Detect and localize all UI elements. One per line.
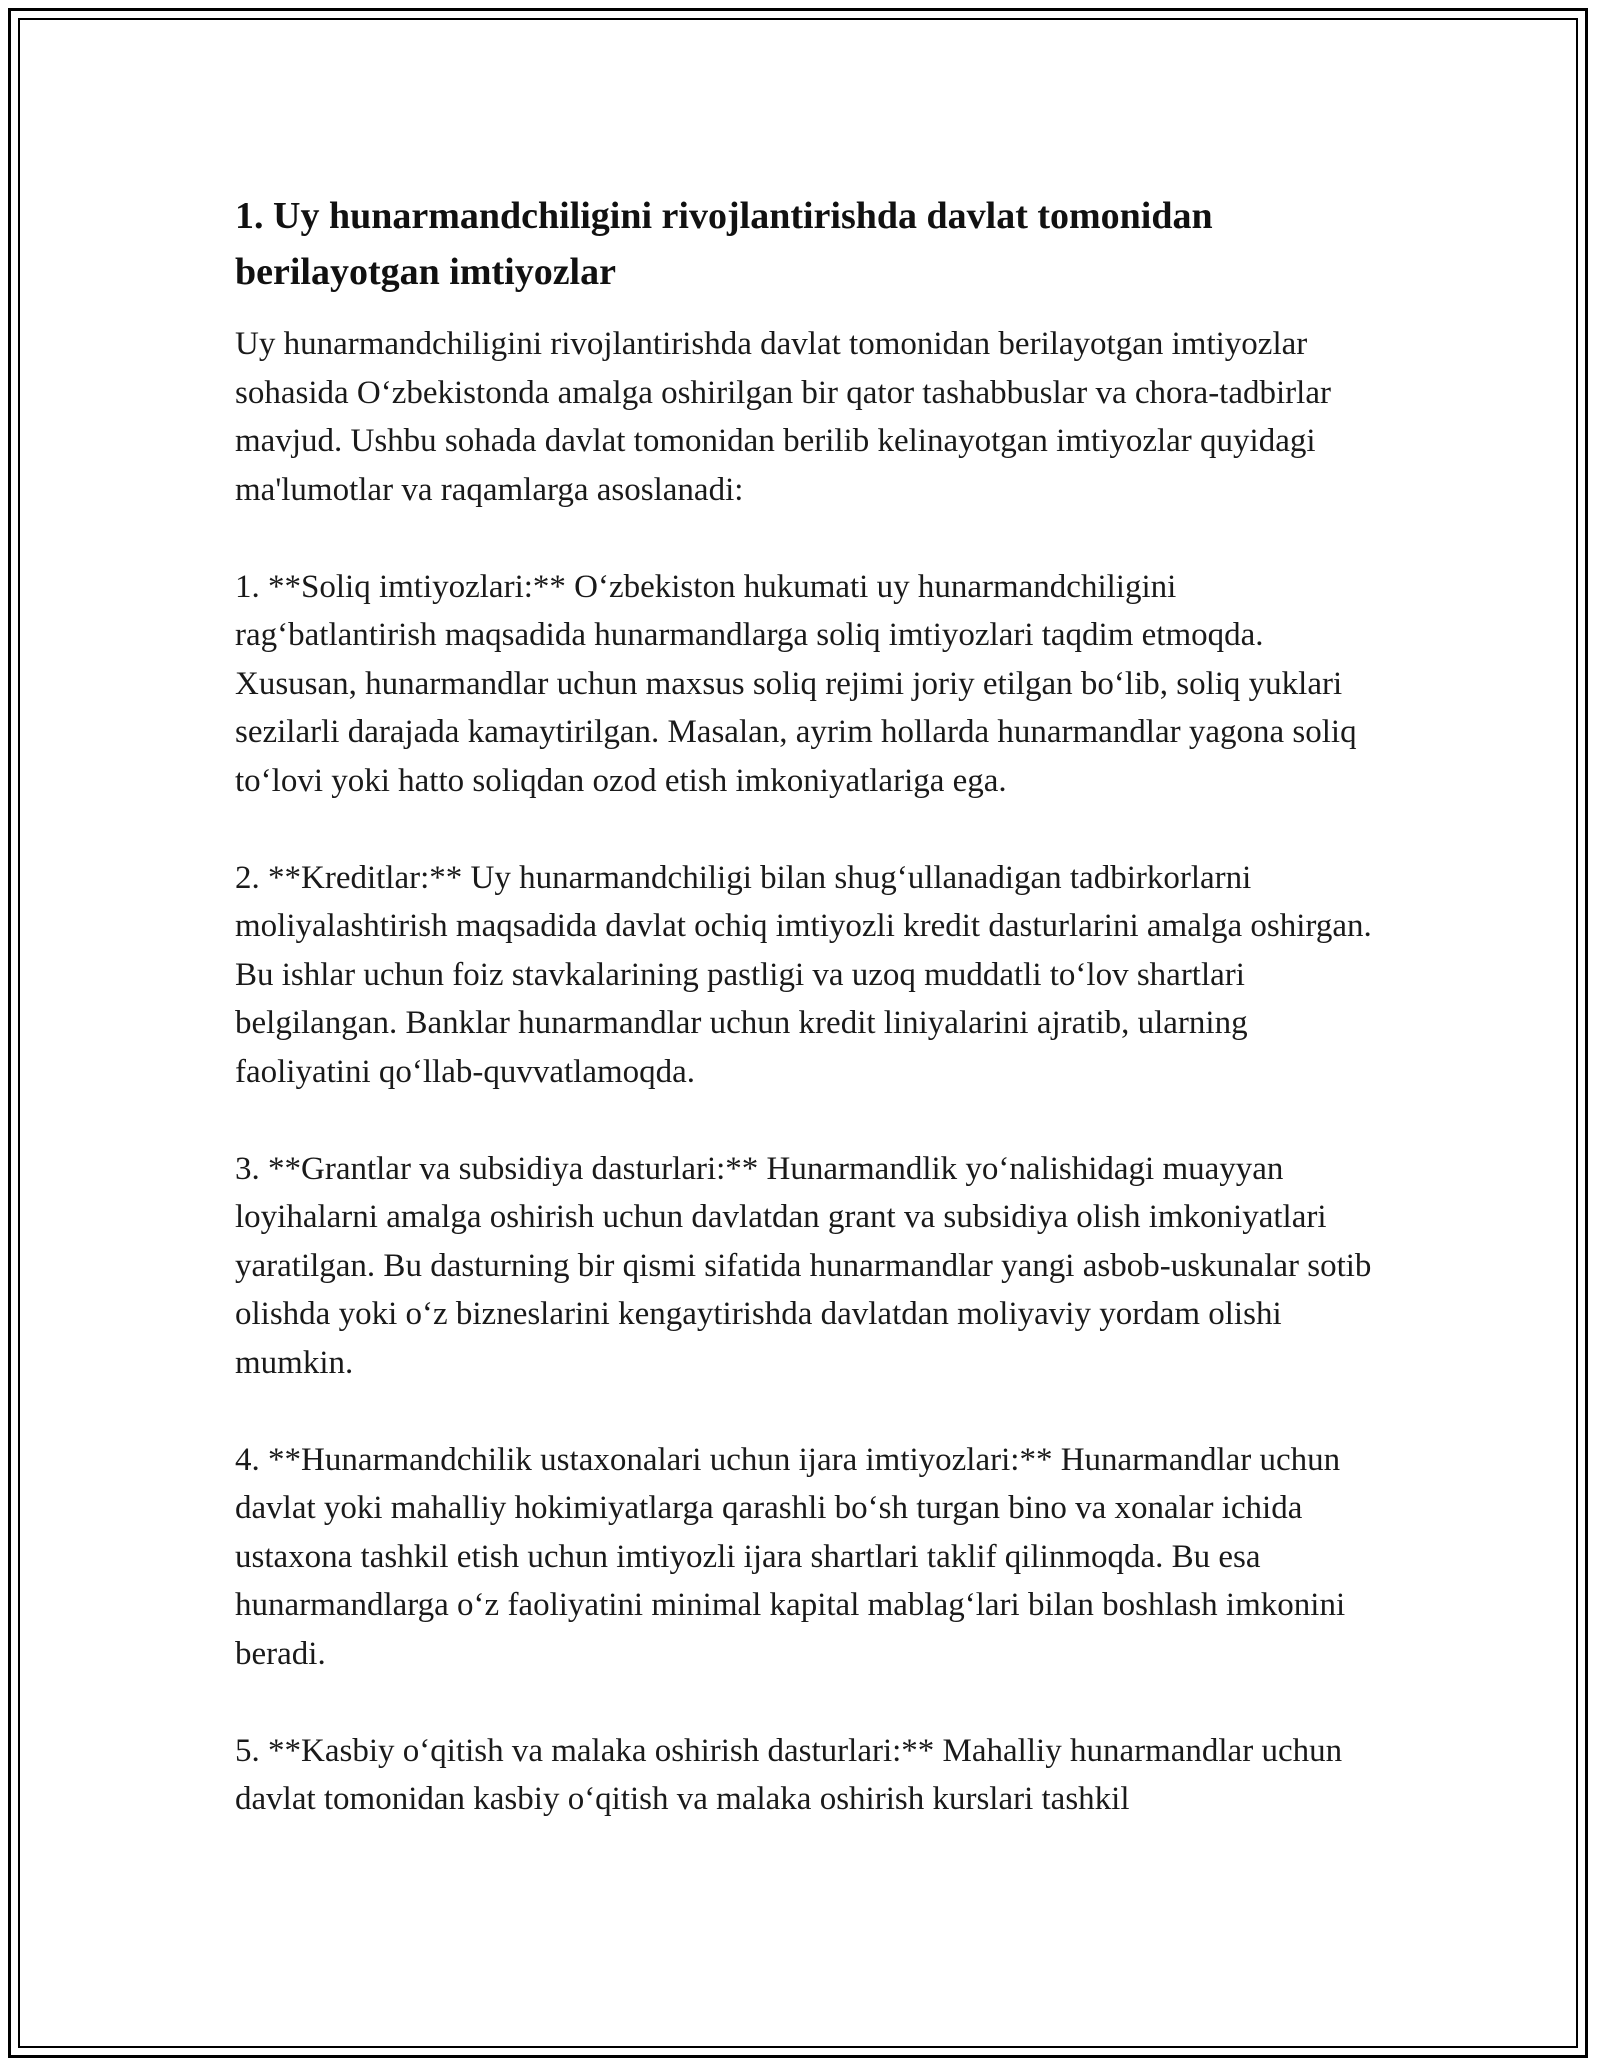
intro-paragraph: Uy hunarmandchiligini rivojlantirishda davlat tomonidan berilayotgan imtiyozlar sohasida O‘zbekistonda amalga oshirilgan bir qator tashabbuslar va chora-tadbirlar mavjud. Ushbu sohada davlat tomonidan berilib kelinayotgan imtiyozlar quyidagi ma'lumotlar va raqamlarga asoslanadi: <box>235 326 1331 508</box>
paragraph-credits: 2. **Kreditlar:** Uy hunarmandchiligi bilan shug‘ullanadigan tadbirkorlarni moliyalashtirish maqsadida davlat ochiq imtiyozli kredit dasturlarini amalga oshirgan. Bu ishlar uchun foiz stavkalarining pastligi va uzoq muddatli to‘lov shartlari belgilangan. Banklar hunarmandlar uchun kredit liniyalarini ajratib, ularning faoliyatini qo‘llab-quvvatlamoqda. <box>235 859 1372 1090</box>
paragraph-rental-benefits: 4. **Hunarmandchilik ustaxonalari uchun ijara imtiyozlari:** Hunarmandlar uchun davlat yoki mahalliy hokimiyatlarga qarashli bo‘sh turgan bino va xonalar ichida ustaxona tashkil etish uchun imtiyozli ijara shartlari taklif qilinmoqda. Bu esa hunarmandlarga o‘z faoliyatini minimal kapital mablag‘lari bilan boshlash imkonini beradi. <box>235 1441 1346 1672</box>
paragraph-training-programs: 5. **Kasbiy o‘qitish va malaka oshirish dasturlari:** Mahalliy hunarmandlar uchun davlat tomonidan kasbiy o‘qitish va malaka oshirish kurslari tashkil <box>235 1732 1343 1817</box>
paragraph-grants-subsidies: 3. **Grantlar va subsidiya dasturlari:** Hunarmandlik yo‘nalishidagi muayyan loyihalarni amalga oshirish uchun davlatdan grant va subsidiya olish imkoniyatlari yaratilgan. Bu dasturning bir qismi sifatida hunarmandlar yangi asbob-uskunalar sotib olishda yoki o‘z bizneslarini kengaytirishda davlatdan moliyaviy yordam olishi mumkin. <box>235 1150 1372 1381</box>
section-heading: 1. Uy hunarmandchiligini rivojlantirishda davlat tomonidan berilayotgan imtiyozlar <box>235 195 1213 293</box>
document-body <box>235 188 1385 1872</box>
paragraph-tax-benefits: 1. **Soliq imtiyozlari:** O‘zbekiston hukumati uy hunarmandchiligini rag‘batlantirish maqsadida hunarmandlarga soliq imtiyozlari taqdim etmoqda. Xususan, hunarmandlar uchun maxsus soliq rejimi joriy etilgan bo‘lib, soliq yuklari sezilarli darajada kamaytirilgan. Masalan, ayrim hollarda hunarmandlar yagona soliq to‘lovi yoki hatto soliqdan ozod etish imkoniyatlariga ega. <box>235 568 1357 799</box>
